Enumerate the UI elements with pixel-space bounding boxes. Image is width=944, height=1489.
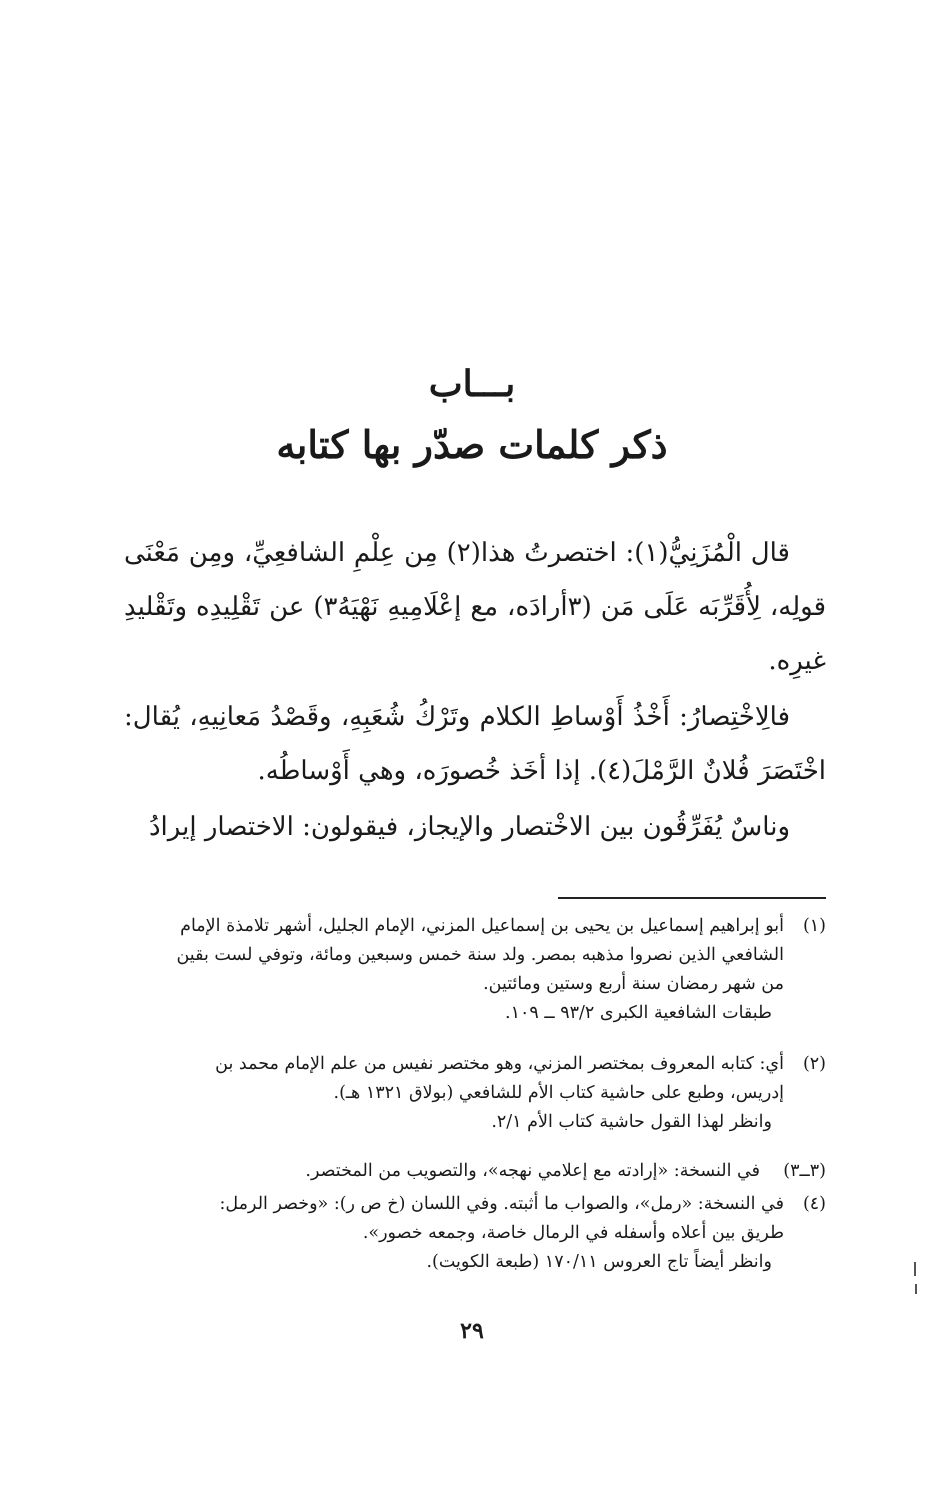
footnote-line: أي: كتابه المعروف بمختصر المزني، وهو مختصر نفيس من علم الإمام محمد بن	[215, 1054, 784, 1074]
scan-speck	[914, 1262, 916, 1276]
footnote-line: أبو إبراهيم إسماعيل بن يحيى بن إسماعيل المزني، الإمام الجليل، أشهر تلامذة الإمام	[180, 916, 784, 936]
footnote-line: وانظر لهذا القول حاشية كتاب الأم ٢/١.	[491, 1112, 772, 1132]
footnote-number: (٤)	[802, 1194, 826, 1214]
page-number: ٢٩	[460, 1318, 484, 1344]
footnote-line: الشافعي الذين نصروا مذهبه بمصر. ولد سنة خمس وسبعين ومائة، وتوفي لست بقين	[176, 945, 784, 965]
paragraph-1: قال الْمُزَنِيُّ(١): اختصرتُ هذا(٢) مِن عِلْمِ الشافعِيِّ، ومِن مَعْنَى قولِه، لِأُقَرِّبَه عَلَى مَن (٣أرادَه، مع إعْلَامِيهِ نَهْيَهُ٣) عن تَقْلِيدِه وتَقْليدِ غيرِه.	[124, 538, 826, 676]
footnote-line: إدريس، وطبع على حاشية كتاب الأم للشافعي (بولاق ١٣٢١ هـ).	[333, 1083, 784, 1103]
footnote-number: (٢)	[802, 1054, 826, 1074]
footnote-line: في النسخة: «إرادته مع إعلامي نهجه»، والتصويب من المختصر.	[305, 1161, 760, 1181]
scan-speck	[915, 1284, 917, 1294]
footnote-number: (١)	[802, 916, 826, 936]
footnote-line: وانظر أيضاً تاج العروس ١٧٠/١١ (طبعة الكويت).	[426, 1252, 772, 1272]
footnote-line: طريق بين أعلاه وأسفله في الرمال خاصة، وجمعه خصور».	[362, 1223, 784, 1243]
footnote-2	[122, 1050, 826, 1137]
footnote-line: في النسخة: «رمل»، والصواب ما أثبته. وفي اللسان (خ ص ر): «وخصر الرمل:	[219, 1194, 784, 1214]
footnote-divider	[558, 897, 826, 899]
footnote-line: من شهر رمضان سنة أربع وستين ومائتين.	[483, 974, 784, 994]
footnote-3	[122, 1157, 826, 1186]
footnote-number: (٣ــ٣)	[783, 1161, 826, 1181]
chapter-title: ذكر كلمات صدّر بها كتابه	[276, 422, 668, 467]
footnote-1	[122, 912, 826, 1028]
chapter-label: بـــاب	[428, 363, 516, 405]
footnote-4	[122, 1190, 826, 1277]
paragraph-2: فالِاخْتِصارُ: أَخْذُ أَوْساطِ الكلام وتَرْكُ شُعَبِهِ، وقَصْدُ مَعانِيهِ، يُقال: اخْتَصَرَ فُلانٌ الرَّمْلَ(٤). إذا أخَذ خُصورَه، وهي أَوْساطُه.	[124, 702, 826, 786]
footnote-line: طبقات الشافعية الكبرى ٩٣/٢ ــ ١٠٩.	[505, 1003, 772, 1023]
paragraph-3: وناسٌ يُفَرِّقُون بين الاخْتصار والإيجاز، فيقولون: الاختصار إيرادُ	[148, 812, 790, 842]
